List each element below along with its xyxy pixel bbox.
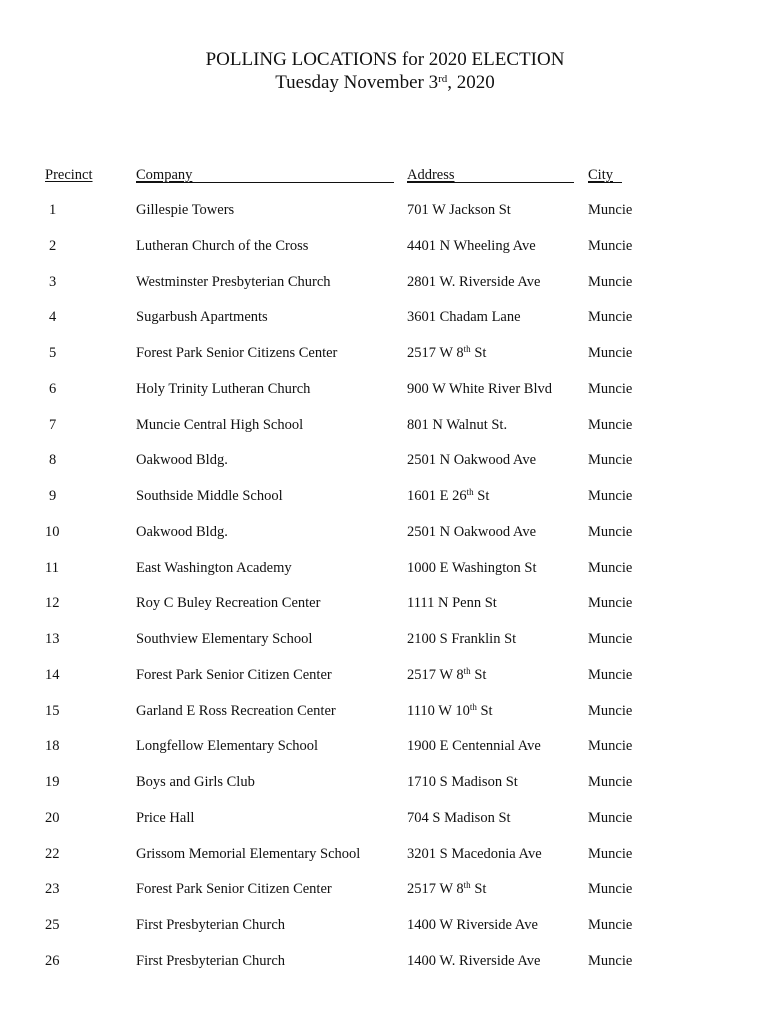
page-title: POLLING LOCATIONS for 2020 ELECTION <box>205 49 565 70</box>
address-text: 2517 W 8 <box>407 667 464 683</box>
address-suffix: St <box>470 345 487 361</box>
row-company: Westminster Presbyterian Church <box>136 274 331 290</box>
row-city: Muncie <box>588 274 633 290</box>
row-address <box>407 451 536 469</box>
row-city: Muncie <box>588 738 633 754</box>
address-text: 1111 N Penn St <box>407 595 497 611</box>
row-city: Muncie <box>588 667 633 683</box>
row-precinct: 1 <box>49 202 57 218</box>
row-address <box>407 773 518 791</box>
row-precinct: 6 <box>49 381 57 397</box>
row-company: Lutheran Church of the Cross <box>136 238 309 254</box>
header-city-rule <box>588 182 622 183</box>
address-suffix: St <box>473 488 490 504</box>
row-city: Muncie <box>588 560 633 576</box>
row-precinct: 2 <box>49 238 57 254</box>
row-precinct: 3 <box>49 274 57 290</box>
row-city: Muncie <box>588 488 633 504</box>
row-precinct: 15 <box>45 703 60 719</box>
row-precinct: 7 <box>49 417 57 433</box>
address-text: 2801 W. Riverside Ave <box>407 274 541 290</box>
row-company: Price Hall <box>136 810 195 826</box>
row-address <box>407 416 507 434</box>
row-city: Muncie <box>588 595 633 611</box>
row-address <box>407 880 486 898</box>
row-address <box>407 702 493 720</box>
row-city: Muncie <box>588 309 633 325</box>
row-company: Roy C Buley Recreation Center <box>136 595 321 611</box>
address-text: 1400 W. Riverside Ave <box>407 953 541 969</box>
row-address <box>407 237 536 255</box>
row-company: Holy Trinity Lutheran Church <box>136 381 311 397</box>
address-text: 4401 N Wheeling Ave <box>407 238 536 254</box>
header-city: City <box>588 167 613 183</box>
row-city: Muncie <box>588 631 633 647</box>
row-company: Sugarbush Apartments <box>136 309 268 325</box>
row-precinct: 10 <box>45 524 60 540</box>
subtitle-suffix: , 2020 <box>447 72 495 93</box>
row-address <box>407 916 538 934</box>
address-ordinal: th <box>469 702 477 712</box>
row-precinct: 22 <box>45 846 60 862</box>
address-text: 2501 N Oakwood Ave <box>407 452 537 468</box>
row-company: Gillespie Towers <box>136 202 235 218</box>
row-company: Muncie Central High School <box>136 417 304 433</box>
row-precinct: 13 <box>45 631 60 647</box>
address-text: 704 S Madison St <box>407 810 511 826</box>
row-company: Oakwood Bldg. <box>136 452 228 468</box>
row-precinct: 4 <box>49 309 57 325</box>
row-city: Muncie <box>588 774 633 790</box>
address-ordinal: th <box>466 487 474 497</box>
row-address <box>407 523 536 541</box>
row-city: Muncie <box>588 810 633 826</box>
row-address <box>407 380 552 398</box>
row-precinct: 11 <box>45 560 59 576</box>
address-text: 1601 E 26 <box>407 488 467 504</box>
row-address <box>407 594 497 612</box>
row-city: Muncie <box>588 417 633 433</box>
address-suffix: St <box>470 881 487 897</box>
address-suffix: St <box>470 667 487 683</box>
row-precinct: 20 <box>45 810 60 826</box>
row-address <box>407 845 542 863</box>
row-company: East Washington Academy <box>136 560 292 576</box>
row-company: Longfellow Elementary School <box>136 738 319 754</box>
address-text: 3201 S Macedonia Ave <box>407 846 542 862</box>
row-precinct: 18 <box>45 738 60 754</box>
row-city: Muncie <box>588 202 633 218</box>
row-address <box>407 737 541 755</box>
header-company: Company <box>136 167 193 183</box>
subtitle-prefix: Tuesday November 3 <box>275 72 439 93</box>
row-company: Garland E Ross Recreation Center <box>136 703 336 719</box>
address-ordinal: th <box>463 880 471 890</box>
row-precinct: 5 <box>49 345 57 361</box>
row-address <box>407 344 486 362</box>
row-precinct: 19 <box>45 774 60 790</box>
address-text: 3601 Chadam Lane <box>407 309 521 325</box>
address-ordinal: th <box>463 666 471 676</box>
row-precinct: 8 <box>49 452 57 468</box>
row-city: Muncie <box>588 846 633 862</box>
row-company: Forest Park Senior Citizens Center <box>136 345 338 361</box>
row-address <box>407 201 511 219</box>
row-company: Southview Elementary School <box>136 631 313 647</box>
address-text: 1000 E Washington St <box>407 560 537 576</box>
header-precinct: Precinct <box>45 167 93 183</box>
subtitle-ordinal: rd <box>438 73 448 85</box>
row-company: Forest Park Senior Citizen Center <box>136 667 332 683</box>
row-address <box>407 666 486 684</box>
address-text: 2517 W 8 <box>407 345 464 361</box>
address-text: 2517 W 8 <box>407 881 464 897</box>
row-address <box>407 630 516 648</box>
address-text: 1400 W Riverside Ave <box>407 917 538 933</box>
row-city: Muncie <box>588 345 633 361</box>
row-city: Muncie <box>588 524 633 540</box>
address-text: 1110 W 10 <box>407 703 470 719</box>
row-city: Muncie <box>588 703 633 719</box>
row-company: First Presbyterian Church <box>136 917 286 933</box>
address-text: 2100 S Franklin St <box>407 631 517 647</box>
address-text: 2501 N Oakwood Ave <box>407 524 537 540</box>
address-text: 900 W White River Blvd <box>407 381 552 397</box>
address-text: 1900 E Centennial Ave <box>407 738 541 754</box>
row-company: Forest Park Senior Citizen Center <box>136 881 332 897</box>
address-suffix: St <box>476 703 493 719</box>
row-company: Southside Middle School <box>136 488 283 504</box>
row-city: Muncie <box>588 953 633 969</box>
row-company: Boys and Girls Club <box>136 774 255 790</box>
row-precinct: 9 <box>49 488 57 504</box>
address-text: 1710 S Madison St <box>407 774 518 790</box>
row-company: Oakwood Bldg. <box>136 524 228 540</box>
address-text: 701 W Jackson St <box>407 202 511 218</box>
row-address <box>407 952 540 970</box>
header-company-rule <box>136 182 394 183</box>
header-address-rule <box>407 182 574 183</box>
row-address <box>407 809 511 827</box>
address-ordinal: th <box>463 344 471 354</box>
address-text: 801 N Walnut St. <box>407 417 508 433</box>
row-precinct: 23 <box>45 881 60 897</box>
row-city: Muncie <box>588 881 633 897</box>
row-company: Grissom Memorial Elementary School <box>136 846 361 862</box>
row-precinct: 12 <box>45 595 60 611</box>
row-address <box>407 487 489 505</box>
row-address <box>407 308 521 326</box>
row-address <box>407 273 540 291</box>
row-precinct: 25 <box>45 917 60 933</box>
row-city: Muncie <box>588 238 633 254</box>
row-company: First Presbyterian Church <box>136 953 286 969</box>
page-subtitle <box>0 72 770 94</box>
row-address <box>407 559 536 577</box>
row-city: Muncie <box>588 452 633 468</box>
row-precinct: 26 <box>45 953 60 969</box>
row-precinct: 14 <box>45 667 60 683</box>
row-city: Muncie <box>588 381 633 397</box>
row-city: Muncie <box>588 917 633 933</box>
header-address: Address <box>407 167 455 183</box>
